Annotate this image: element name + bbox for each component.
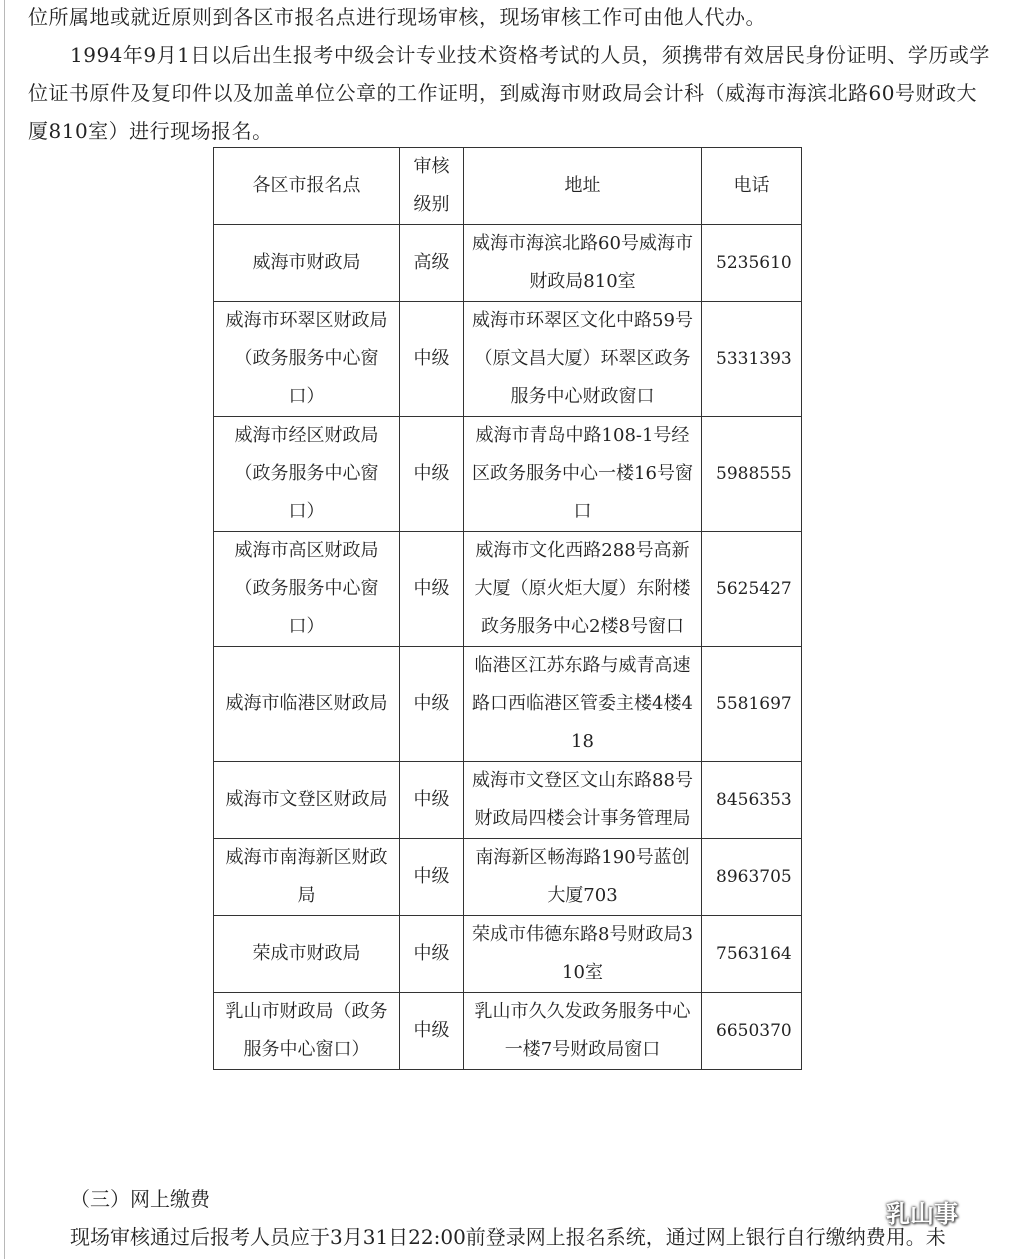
payment-paragraph: 现场审核通过后报考人员应于3月31日22:00前登录网上报名系统，通过网上银行自行缴纳费用。未 [70, 1225, 946, 1249]
table-row [214, 993, 802, 1070]
cell-phone: 7563164 [702, 916, 802, 993]
cell-address: 荣成市伟德东路8号财政局310室 [464, 916, 702, 993]
cell-site: 威海市文登区财政局 [214, 762, 400, 839]
table-row [214, 302, 802, 417]
cell-site: 荣成市财政局 [214, 916, 400, 993]
cell-level: 中级 [400, 839, 464, 916]
cell-phone: 5581697 [702, 647, 802, 762]
table-row [214, 762, 802, 839]
registration-paragraph: 1994年9月1日以后出生报考中级会计专业技术资格考试的人员，须携带有效居民身份证明、学历或学位证书原件及复印件以及加盖单位公章的工作证明，到威海市财政局会计科（威海市海滨北路60号财政大厦810室）进行现场报名。 [28, 43, 990, 143]
table-row [214, 532, 802, 647]
cell-phone: 8456353 [702, 762, 802, 839]
cell-level: 高级 [400, 225, 464, 302]
cell-site: 威海市环翠区财政局（政务服务中心窗口） [214, 302, 400, 417]
cell-phone: 5235610 [702, 225, 802, 302]
cell-level: 中级 [400, 916, 464, 993]
intro-paragraph: 位所属地或就近原则到各区市报名点进行现场审核，现场审核工作可由他人代办。 [28, 5, 766, 29]
cell-phone: 5625427 [702, 532, 802, 647]
table-row [214, 225, 802, 302]
left-border-line [4, 0, 5, 1259]
cell-site: 威海市财政局 [214, 225, 400, 302]
table-header-row [214, 148, 802, 225]
header-phone: 电话 [702, 148, 802, 225]
cell-level: 中级 [400, 417, 464, 532]
cell-phone: 5988555 [702, 417, 802, 532]
cell-level: 中级 [400, 302, 464, 417]
cell-level: 中级 [400, 762, 464, 839]
cell-level: 中级 [400, 647, 464, 762]
cell-address: 南海新区畅海路190号蓝创大厦703 [464, 839, 702, 916]
header-address: 地址 [464, 148, 702, 225]
watermark-text: 乳山事 [886, 1200, 958, 1228]
cell-level: 中级 [400, 993, 464, 1070]
table-row [214, 647, 802, 762]
account-watermark [846, 1194, 958, 1229]
cell-phone: 6650370 [702, 993, 802, 1070]
table-row [214, 916, 802, 993]
cell-address: 威海市文登区文山东路88号财政局四楼会计事务管理局 [464, 762, 702, 839]
cell-address: 乳山市久久发政务服务中心一楼7号财政局窗口 [464, 993, 702, 1070]
cell-address: 威海市海滨北路60号威海市财政局810室 [464, 225, 702, 302]
cell-site: 乳山市财政局（政务服务中心窗口） [214, 993, 400, 1070]
table-row [214, 417, 802, 532]
cell-site: 威海市经区财政局（政务服务中心窗口） [214, 417, 400, 532]
cell-phone: 5331393 [702, 302, 802, 417]
cell-address: 威海市青岛中路108-1号经区政务服务中心一楼16号窗口 [464, 417, 702, 532]
cell-address: 威海市文化西路288号高新大厦（原火炬大厦）东附楼政务服务中心2楼8号窗口 [464, 532, 702, 647]
section-heading-online-payment: （三）网上缴费 [70, 1187, 210, 1211]
cell-site: 威海市临港区财政局 [214, 647, 400, 762]
cell-address: 威海市环翠区文化中路59号（原文昌大厦）环翠区政务服务中心财政窗口 [464, 302, 702, 417]
cell-site: 威海市南海新区财政局 [214, 839, 400, 916]
cell-phone: 8963705 [702, 839, 802, 916]
header-level: 审核级别 [400, 148, 464, 225]
cell-address: 临港区江苏东路与威青高速路口西临港区管委主楼4楼418 [464, 647, 702, 762]
cell-level: 中级 [400, 532, 464, 647]
header-site: 各区市报名点 [214, 148, 400, 225]
table-row [214, 839, 802, 916]
wechat-icon [846, 1198, 880, 1226]
cell-site: 威海市高区财政局（政务服务中心窗口） [214, 532, 400, 647]
registration-sites-table [213, 147, 802, 1070]
